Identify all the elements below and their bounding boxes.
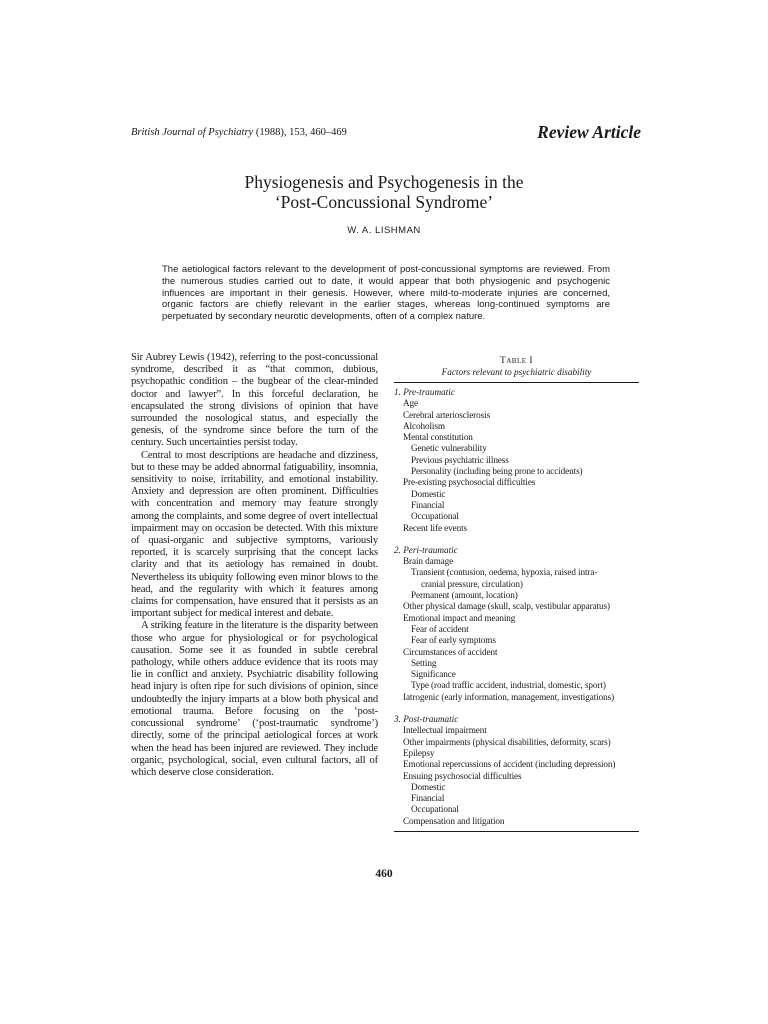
table-row: Previous psychiatric illness: [411, 454, 509, 465]
table-row: Cerebral arteriosclerosis: [403, 409, 491, 420]
table-row: Circumstances of accident: [403, 646, 498, 657]
article-type: Review Article: [537, 122, 641, 142]
table-row: Emotional repercussions of accident (including depression): [403, 759, 616, 770]
abstract: The aetiological factors relevant to the development of post-concussional symptoms are reviewed. From the numerous studies carried out to date, it would appear that both physiogenic and psychogenic influences are important in their genesis. However, where mild-to-moderate injuries are concerned, organic factors are chiefly relevant in the earlier stages, whereas long-continued symptoms are perpetuated by secondary neurotic developments, often of a complex nature.: [162, 264, 610, 323]
table-row: Type (road traffic accident, industrial, domestic, sport): [411, 680, 606, 691]
table-row: Compensation and litigation: [403, 815, 505, 826]
table-section-heading: 2. Peri-traumatic: [394, 544, 458, 555]
table-row: Fear of accident: [411, 623, 469, 634]
table-row: Epilepsy: [403, 747, 435, 758]
table-row: Other physical damage (skull, scalp, vestibular apparatus): [403, 601, 610, 612]
table-row: Ensuing psychosocial difficulties: [403, 770, 522, 781]
author-name: W. A. LISHMAN: [347, 225, 421, 236]
body-paragraph-3: A striking feature in the literature is the disparity between those who argue for physiological or for psychological causation. Some see it as founded in subtle cerebral pathology, while others adduce evidence that its roots may lie in conflict and anxiety. Psychiatric disability following head injury is often ripe for such divisions of opinion, since undoubtedly the injury imparts at a blow both physical and emotional trauma. Before focusing on the ‘post-concussional syndrome’ (‘post-traumatic syndrome’) directly, some of the principal aetiological forces at work when the head has been injured are reviewed. They include organic, psychological, social, even cultural factors, all of which deserve close consideration.: [131, 620, 378, 778]
page-number: 460: [375, 868, 393, 880]
table-row: Domestic: [411, 488, 446, 499]
table-section-heading: 1. Pre-traumatic: [394, 387, 455, 397]
table-row: Significance: [411, 669, 456, 680]
table-row: Financial: [411, 499, 445, 510]
article-title: [130, 172, 638, 212]
body-text-column: [131, 352, 378, 779]
table-row: Occupational: [411, 511, 459, 522]
table-row: Other impairments (physical disabilities, deformity, scars): [403, 736, 611, 747]
table-row: Emotional impact and meaning: [403, 612, 516, 623]
table-row: Pre-existing psychosocial difficulties: [403, 477, 536, 488]
body-paragraph-2: Central to most descriptions are headache and dizziness, but to these may be added abnormal fatiguability, insomnia, sensitivity to noise, irritability, and emotional instability. Anxiety and depression are often prominent. Difficulties with concentration and memory may feature strongly among the complaints, and some degree of overt intellectual impairment may on occasion be detected. With this mixture of quasi-organic and subjective symptoms, variously reported, it is scarcely surprising that the concept lacks clarity and that its aetiology has remained in doubt. Nevertheless its ubiquity following even minor blows to the head, and the regularity with which it features among claims for compensation, have ensured that it persists as an important subject for medical interest and debate.: [131, 449, 378, 620]
table-row: Brain damage: [403, 556, 454, 567]
table-row: Alcoholism: [403, 420, 445, 431]
table-section-heading: 3. Post-traumatic: [394, 714, 459, 725]
table-row: cranial pressure, circulation): [421, 578, 523, 589]
factors-table: [394, 356, 639, 832]
table-section: [394, 714, 639, 827]
body-paragraph-1: Sir Aubrey Lewis (1942), referring to the post-concussional syndrome, described it as “that common, dubious, psychopathic condition – the bugbear of the clear-minded doctor and lawyer”. In this forceful declaration, he encapsulated the strong divisions of opinion that have surrounded the nosological status, and especially the genesis, of the syndrome since before the turn of the century. Such uncertainties persist today.: [131, 352, 378, 449]
table-row: Domestic: [411, 781, 446, 792]
table-body: [394, 387, 639, 827]
table-row: Iatrogenic (early information, management, investigations): [403, 691, 615, 702]
table-row: Age: [403, 398, 419, 409]
table-row: Financial: [411, 793, 445, 804]
table-row: Transient (contusion, oedema, hypoxia, raised intra-: [411, 567, 598, 578]
journal-details: (1988), 153, 460–469: [253, 127, 347, 138]
journal-name: British Journal of Psychiatry: [131, 127, 254, 138]
table-caption: Table I: [499, 356, 534, 366]
table-row: Recent life events: [403, 522, 468, 533]
table-row: Permanent (amount, location): [411, 590, 518, 601]
table-row: Fear of early symptoms: [411, 635, 496, 646]
table-row: Personality (including being prone to accidents): [411, 466, 583, 477]
table-row: Genetic vulnerability: [411, 443, 487, 454]
table-row: Setting: [411, 657, 437, 668]
title-line-1: Physiogenesis and Psychogenesis in the: [244, 172, 524, 192]
table-row: Intellectual impairment: [403, 725, 487, 736]
journal-citation: [131, 127, 347, 138]
table-section: [394, 545, 639, 703]
title-line-2: ‘Post-Concussional Syndrome’: [274, 192, 494, 212]
table-subtitle: Factors relevant to psychiatric disability: [441, 367, 592, 377]
table-top-rule: [394, 382, 639, 383]
table-row: Occupational: [411, 804, 459, 815]
table-row: Mental constitution: [403, 432, 473, 443]
table-bottom-rule: [394, 831, 639, 832]
table-section: [394, 387, 639, 534]
